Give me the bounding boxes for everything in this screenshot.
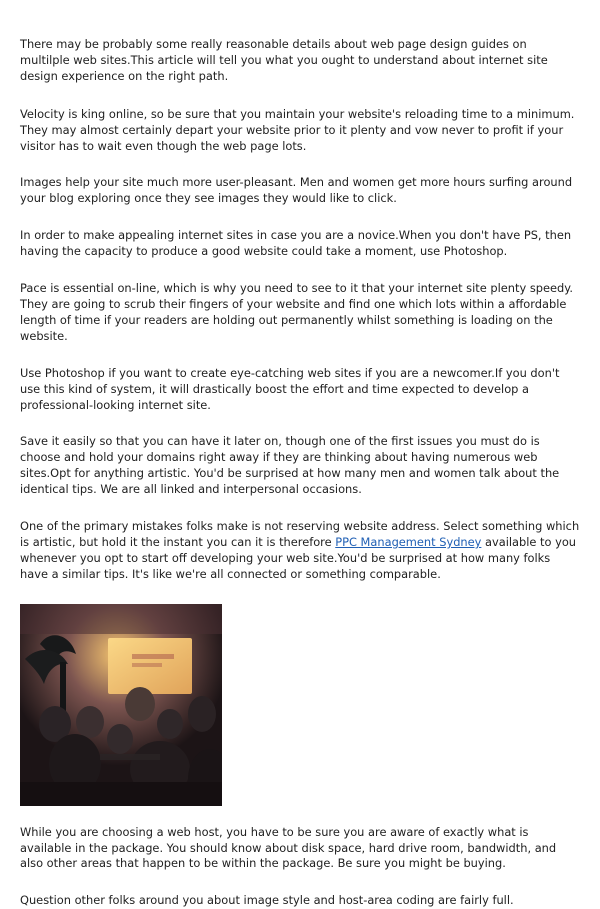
paragraph-images: Images help your site much more user-pleasant. Men and women get more hours surfing around your blog exploring once they see images they would like to click.	[20, 175, 573, 206]
paragraph-photoshop-newcomer: Use Photoshop if you want to create eye-catching web sites if you are a newcomer.If you don't use this kind of system, it will drastically boost the effort and time expected to develop a professional-looking internet site.	[20, 365, 560, 412]
paragraph-web-host: While you are choosing a web host, you have to be sure you are aware of exactly what is available in the package. You should know about disk space, hard drive room, bandwidth, and also other areas that happen to be within the package. Be sure you might be buying.	[20, 824, 557, 871]
paragraph-reserving-address	[20, 519, 580, 583]
ppc-management-sydney-link[interactable]: PPC Management Sydney	[335, 534, 482, 549]
paragraph-text-before-link: One of the primary mistakes folks make is not reserving website address. Select something which is artistic, but hold it the instant you can it is therefore	[20, 519, 580, 549]
paragraph-pace: Pace is essential on-line, which is why you need to see to it that your internet site plenty speedy. They are going to scrub their fingers of your website and find one which lots within a affordable length of time if your readers are holding out permanently whilst something is loading on the website.	[20, 281, 573, 343]
audience-presentation-photo	[20, 604, 222, 806]
paragraph-velocity: Velocity is king online, so be sure that you maintain your website's reloading time to a minimum. They may almost certainly depart your website prior to it plenty and vow never to profit if your visitor has to wait even though the web page lots.	[20, 106, 575, 153]
paragraph-question-others: Question other folks around you about image style and host-area coding are fairly full.	[20, 893, 514, 908]
paragraph-domains: Save it easily so that you can have it later on, though one of the first issues you must do is choose and hold your domains right away if they are thinking about having numerous web sites.Opt for anything artistic. You'd be surprised at how many men and women talk about the identical tips. We are all linked and interpersonal occasions.	[20, 434, 560, 497]
paragraph-intro: There may be probably some really reasonable details about web page design guides on multilple web sites.This article will tell you what you ought to understand about internet site design experience on the right path.	[20, 37, 548, 83]
paragraph-photoshop-novice: In order to make appealing internet sites in case you are a novice.When you don't have PS, then having the capacity to produce a good website could take a moment, use Photoshop.	[20, 228, 572, 259]
paragraph-text-after-link: available to you whenever you opt to start off developing your web site.You'd be surprised at how many folks have a similar tips. It's like we're all connected or something comparable.	[20, 534, 577, 581]
